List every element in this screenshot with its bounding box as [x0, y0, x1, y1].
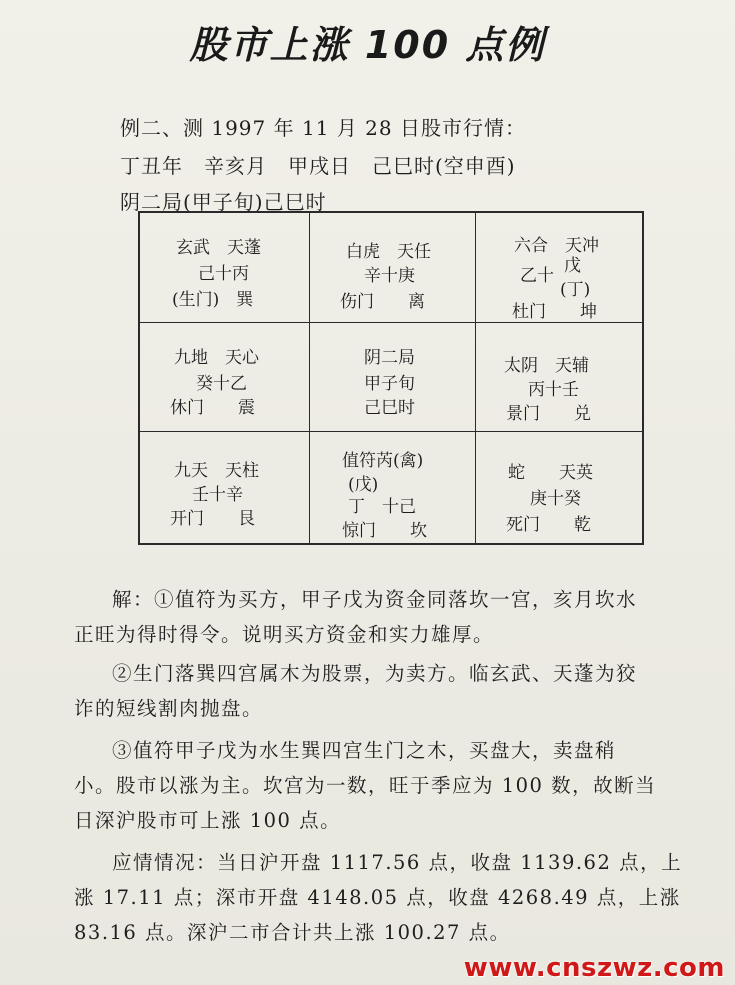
palace-center: [310, 323, 476, 432]
intro-line-ganzhi: 丁丑年 辛亥月 甲戌日 己巳时(空申酉): [120, 154, 516, 178]
palace-xun-line2: 己十丙: [198, 264, 249, 284]
palace-gen: [140, 432, 310, 543]
analysis-p3-line2: 小。股市以涨为主。坎宫为一数，旺于季应为 100 数，故断当: [74, 774, 657, 797]
palace-kan-line3: 惊门 坎: [342, 521, 427, 541]
palace-li-line3: 伤门 离: [340, 292, 425, 312]
palace-li-line1: 白虎 天任: [346, 242, 431, 262]
palace-qian-line1: 蛇 天英: [508, 463, 593, 483]
palace-gen-line2: 壬十辛: [192, 485, 243, 505]
palace-qian-line2: 庚十癸: [530, 489, 581, 509]
outcome-line2: 涨 17.11 点；深市开盘 4148.05 点，收盘 4268.49 点，上涨: [74, 886, 681, 909]
palace-zhen: [140, 323, 310, 432]
palace-dui-line1: 太阴 天辅: [504, 356, 589, 376]
palace-li: [310, 213, 476, 323]
palace-qian-line3: 死门 乾: [506, 515, 591, 535]
intro-line-ju: 阴二局(甲子旬)己巳时: [120, 190, 327, 214]
palace-zhen-line3: 休门 震: [170, 398, 255, 418]
palace-kan: [310, 432, 476, 543]
palace-dui: [476, 323, 642, 432]
intro-line-date: 例二、测 1997 年 11 月 28 日股市行情：: [120, 116, 526, 140]
palace-kun-line2a: 乙十: [520, 266, 554, 286]
page-title: 股市上涨 100 点例: [189, 23, 546, 67]
palace-kun: [476, 213, 642, 323]
analysis-p1-line2: 正旺为得时得令。说明买方资金和实力雄厚。: [74, 623, 495, 646]
palace-gen-line1: 九天 天柱: [174, 461, 259, 481]
palace-kun-line1: 六合 天冲: [514, 236, 599, 256]
site-watermark: www.cnszwz.com: [463, 953, 725, 983]
palace-kan-line2a: (戊): [348, 475, 379, 495]
palace-gen-line3: 开门 艮: [170, 509, 255, 529]
palace-zhen-line2: 癸十乙: [196, 374, 247, 394]
palace-zhen-line1: 九地 天心: [174, 348, 259, 368]
analysis-p3-line1: ③值符甲子戊为水生巽四宫生门之木，买盘大，卖盘稍: [112, 739, 617, 762]
palace-xun-line1: 玄武 天蓬: [176, 238, 261, 258]
palace-dui-line2: 丙十壬: [528, 380, 579, 400]
outcome-line3: 83.16 点。深沪二市合计共上涨 100.27 点。: [74, 921, 511, 944]
palace-center-line2: 甲子旬: [364, 374, 415, 394]
analysis-p3-line3: 日深沪股市可上涨 100 点。: [74, 809, 342, 832]
outcome-line1: 应情情况：当日沪开盘 1117.56 点，收盘 1139.62 点，上: [112, 851, 683, 874]
palace-li-line2: 辛十庚: [364, 266, 415, 286]
palace-center-line3: 己巳时: [364, 398, 415, 418]
analysis-p1-line1: 解：①值符为买方，甲子戊为资金同落坎一宫，亥月坎水: [112, 588, 638, 611]
palace-kun-line2c: (丁): [560, 280, 591, 300]
palace-kan-line2b: 丁 十己: [348, 497, 416, 517]
palace-kan-line1: 值符芮(禽): [342, 451, 424, 471]
palace-xun-line3: (生门) 巽: [172, 290, 254, 310]
palace-kun-line3: 杜门 坤: [512, 302, 597, 322]
palace-kun-line2b: 戊: [564, 256, 581, 276]
analysis-p2-line1: ②生门落巽四宫属木为股票，为卖方。临玄武、天蓬为狡: [112, 662, 638, 685]
palace-qian: [476, 432, 642, 543]
qimen-chart-grid: [138, 211, 644, 545]
palace-dui-line3: 景门 兑: [506, 404, 591, 424]
palace-xun: [140, 213, 310, 323]
analysis-p2-line2: 诈的短线割肉抛盘。: [74, 697, 264, 720]
palace-center-line1: 阴二局: [364, 348, 415, 368]
